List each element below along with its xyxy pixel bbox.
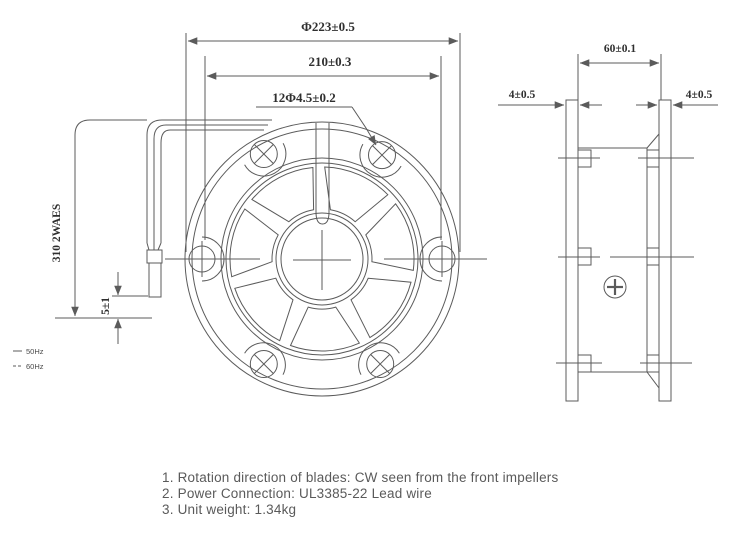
outer-diameter-label: Φ223±0.5 <box>301 19 355 34</box>
fan-front-view <box>147 120 487 396</box>
flange-rear-label: 4±0.5 <box>685 89 713 101</box>
mount-holes-label: 12Φ4.5±0.2 <box>272 90 336 105</box>
frequency-legend <box>13 347 44 371</box>
front-flange <box>566 100 578 401</box>
screw-icon-top-left <box>250 141 277 168</box>
side-centerlines <box>556 158 694 363</box>
mount-hole-icon-right <box>384 241 487 277</box>
notes-block <box>162 470 558 518</box>
fan-side-view <box>556 100 694 401</box>
screw-icon-top-right <box>369 142 396 169</box>
dimension-flange-rear <box>636 89 718 105</box>
rear-flange <box>659 100 671 401</box>
crossed-circle-icon <box>604 276 626 298</box>
dimension-strip-length <box>100 272 148 344</box>
depth-label: 60±0.1 <box>603 43 637 55</box>
dimension-depth <box>578 43 661 100</box>
note-power-connection: 2. Power Connection: UL3385-22 Lead wire <box>162 486 432 501</box>
screw-icon-bottom-right <box>367 351 394 378</box>
wire-strut <box>316 123 329 224</box>
note-rotation-direction: 1. Rotation direction of blades: CW seen from the front impellers <box>162 470 559 485</box>
hole-pitch-label: 210±0.3 <box>308 54 352 69</box>
lead-wire-label: 310 2WAES <box>51 203 63 263</box>
mount-hole-icons <box>165 241 487 277</box>
dimension-lead-wire-length <box>51 120 152 318</box>
wire-sheath <box>147 250 162 263</box>
strip-length-label: 5±1 <box>100 297 112 315</box>
flange-front-label: 4±0.5 <box>508 89 536 101</box>
fan-hub <box>276 213 368 305</box>
legend-60hz-label: 60Hz <box>26 362 44 371</box>
wire-stripped-end <box>149 263 161 297</box>
note-unit-weight: 3. Unit weight: 1.34kg <box>162 502 297 517</box>
legend-50hz-label: 50Hz <box>26 347 44 356</box>
screw-icon-bottom-left <box>250 351 277 378</box>
lead-wires <box>147 120 272 297</box>
dimension-flange-front <box>498 89 602 105</box>
